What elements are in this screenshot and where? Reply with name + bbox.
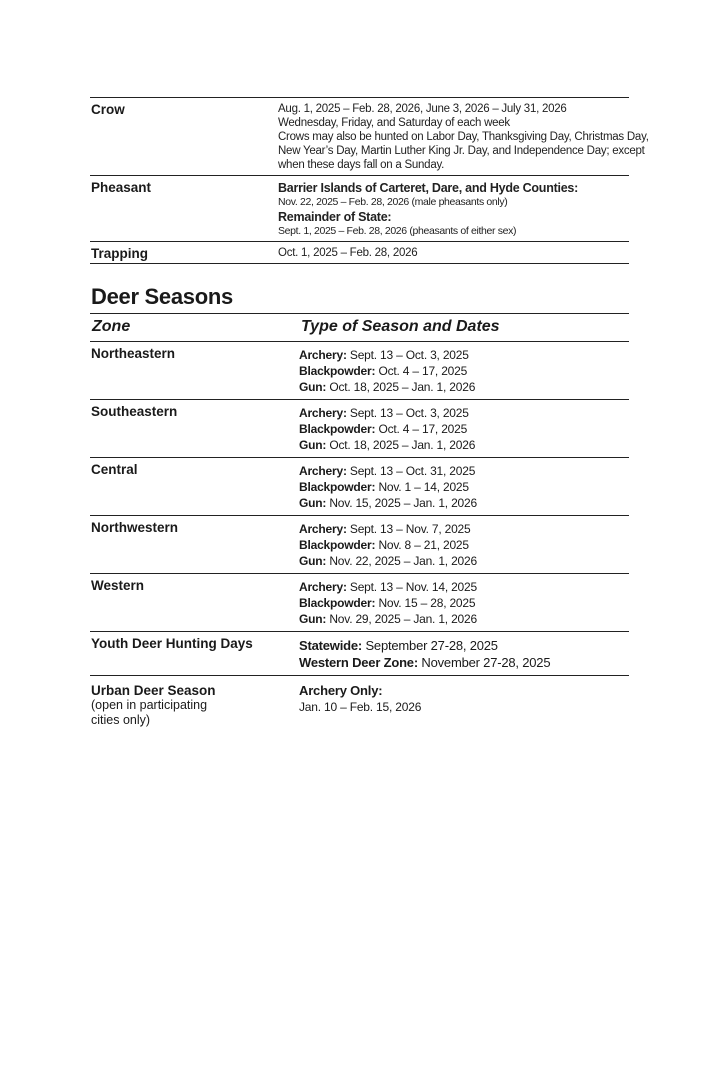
table-row bbox=[90, 341, 629, 399]
season-line bbox=[299, 654, 629, 671]
season-type: Archery: bbox=[299, 522, 347, 536]
season-line bbox=[299, 683, 629, 699]
season-type: Blackpowder: bbox=[299, 364, 376, 378]
season-line bbox=[299, 537, 629, 553]
season-line bbox=[299, 463, 629, 479]
season-type: Blackpowder: bbox=[299, 480, 376, 494]
species-label: Crow bbox=[91, 102, 125, 117]
season-type: Gun: bbox=[299, 380, 327, 394]
season-line bbox=[299, 405, 629, 421]
table-row bbox=[90, 675, 629, 728]
season-type: Western Deer Zone: bbox=[299, 655, 418, 670]
season-range: Sept. 13 – Oct. 31, 2025 bbox=[349, 464, 476, 478]
season-line bbox=[299, 379, 629, 395]
season-type: Archery: bbox=[299, 406, 347, 420]
season-range: Oct. 18, 2025 – Jan. 1, 2026 bbox=[329, 380, 476, 394]
section-title: Deer Seasons bbox=[91, 284, 233, 309]
season-dates bbox=[278, 176, 629, 241]
season-type: Gun: bbox=[299, 612, 327, 626]
zone-name: Northeastern bbox=[91, 346, 176, 361]
season-dates bbox=[278, 242, 629, 263]
season-sheet bbox=[90, 97, 649, 728]
season-range: Nov. 1 – 14, 2025 bbox=[378, 480, 469, 494]
table-row bbox=[90, 631, 629, 675]
season-type: Archery Only: bbox=[299, 683, 383, 698]
zone-note: cities only) bbox=[91, 713, 151, 727]
season-type: Archery: bbox=[299, 348, 347, 362]
season-line bbox=[299, 437, 629, 453]
season-type: Gun: bbox=[299, 554, 327, 568]
table-row bbox=[90, 399, 629, 457]
season-range: Nov. 15 – 28, 2025 bbox=[378, 596, 476, 610]
season-range: November 27-28, 2025 bbox=[421, 655, 551, 670]
season-line bbox=[299, 363, 629, 379]
season-line bbox=[299, 595, 629, 611]
season-type: Statewide: bbox=[299, 638, 363, 653]
zone-name: Urban Deer Season bbox=[91, 683, 216, 698]
season-range: Sept. 13 – Oct. 3, 2025 bbox=[349, 348, 469, 362]
region-heading: Barrier Islands of Carteret, Dare, and Hyde Counties: bbox=[278, 181, 579, 195]
season-type: Archery: bbox=[299, 464, 347, 478]
zone-name: Western bbox=[91, 578, 145, 593]
season-dates bbox=[299, 342, 629, 399]
season-range: Sept. 13 – Oct. 3, 2025 bbox=[349, 406, 469, 420]
season-dates bbox=[299, 632, 629, 675]
season-type: Blackpowder: bbox=[299, 596, 376, 610]
season-line bbox=[299, 479, 629, 495]
season-range: Nov. 8 – 21, 2025 bbox=[378, 538, 469, 552]
season-dates bbox=[299, 400, 629, 457]
season-range: Nov. 29, 2025 – Jan. 1, 2026 bbox=[329, 612, 477, 626]
season-type: Blackpowder: bbox=[299, 538, 376, 552]
species-label: Trapping bbox=[91, 246, 148, 261]
season-line bbox=[299, 553, 629, 569]
season-line bbox=[299, 579, 629, 595]
table-row bbox=[90, 573, 629, 631]
season-line bbox=[299, 521, 629, 537]
season-range: Oct. 4 – 17, 2025 bbox=[378, 422, 468, 436]
region-heading: Remainder of State: bbox=[278, 210, 392, 224]
table-row bbox=[90, 515, 629, 573]
season-range: September 27-28, 2025 bbox=[365, 638, 498, 653]
season-range: Oct. 4 – 17, 2025 bbox=[378, 364, 468, 378]
zone-header: Zone bbox=[92, 318, 131, 335]
season-dates bbox=[278, 98, 649, 175]
season-range: Oct. 18, 2025 – Jan. 1, 2026 bbox=[329, 438, 476, 452]
season-line: Sept. 1, 2025 – Feb. 28, 2026 (pheasants of either sex) bbox=[278, 225, 517, 237]
season-line bbox=[299, 611, 629, 627]
season-line: when these days fall on a Sunday. bbox=[278, 159, 445, 171]
season-type: Blackpowder: bbox=[299, 422, 376, 436]
divider bbox=[90, 263, 629, 264]
zone-name: Central bbox=[91, 462, 138, 477]
season-line: Crows may also be hunted on Labor Day, Thanksgiving Day, Christmas Day, bbox=[278, 131, 649, 143]
trapping-row bbox=[90, 241, 629, 263]
season-line bbox=[299, 347, 629, 363]
zone-name: Southeastern bbox=[91, 404, 178, 419]
zone-note: (open in participating bbox=[91, 698, 208, 712]
season-dates bbox=[299, 574, 629, 631]
season-type: Gun: bbox=[299, 438, 327, 452]
season-line: Nov. 22, 2025 – Feb. 28, 2026 (male pheasants only) bbox=[278, 196, 508, 208]
season-range: Sept. 13 – Nov. 14, 2025 bbox=[349, 580, 477, 594]
zone-name: Youth Deer Hunting Days bbox=[91, 636, 253, 651]
season-line: Aug. 1, 2025 – Feb. 28, 2026, June 3, 2026 – July 31, 2026 bbox=[278, 103, 567, 115]
season-range: Nov. 15, 2025 – Jan. 1, 2026 bbox=[329, 496, 477, 510]
season-line bbox=[299, 421, 629, 437]
season-line bbox=[299, 495, 629, 511]
crow-row bbox=[90, 97, 649, 175]
species-label: Pheasant bbox=[91, 180, 152, 195]
season-type: Gun: bbox=[299, 496, 327, 510]
season-line bbox=[299, 637, 629, 654]
season-range: Jan. 10 – Feb. 15, 2026 bbox=[299, 700, 422, 714]
table-header bbox=[90, 313, 629, 341]
season-dates bbox=[299, 516, 629, 573]
table-row bbox=[90, 457, 629, 515]
zone-cell bbox=[90, 676, 299, 728]
type-header: Type of Season and Dates bbox=[301, 318, 500, 335]
season-line: Oct. 1, 2025 – Feb. 28, 2026 bbox=[278, 247, 418, 259]
pheasant-row bbox=[90, 175, 629, 241]
season-range: Nov. 22, 2025 – Jan. 1, 2026 bbox=[329, 554, 477, 568]
season-dates bbox=[299, 676, 629, 728]
season-line: Wednesday, Friday, and Saturday of each week bbox=[278, 117, 510, 129]
zone-name: Northwestern bbox=[91, 520, 179, 535]
season-type: Archery: bbox=[299, 580, 347, 594]
season-dates bbox=[299, 458, 629, 515]
season-line bbox=[299, 699, 629, 715]
season-line: New Year’s Day, Martin Luther King Jr. Day, and Independence Day; except bbox=[278, 145, 645, 157]
season-range: Sept. 13 – Nov. 7, 2025 bbox=[349, 522, 471, 536]
